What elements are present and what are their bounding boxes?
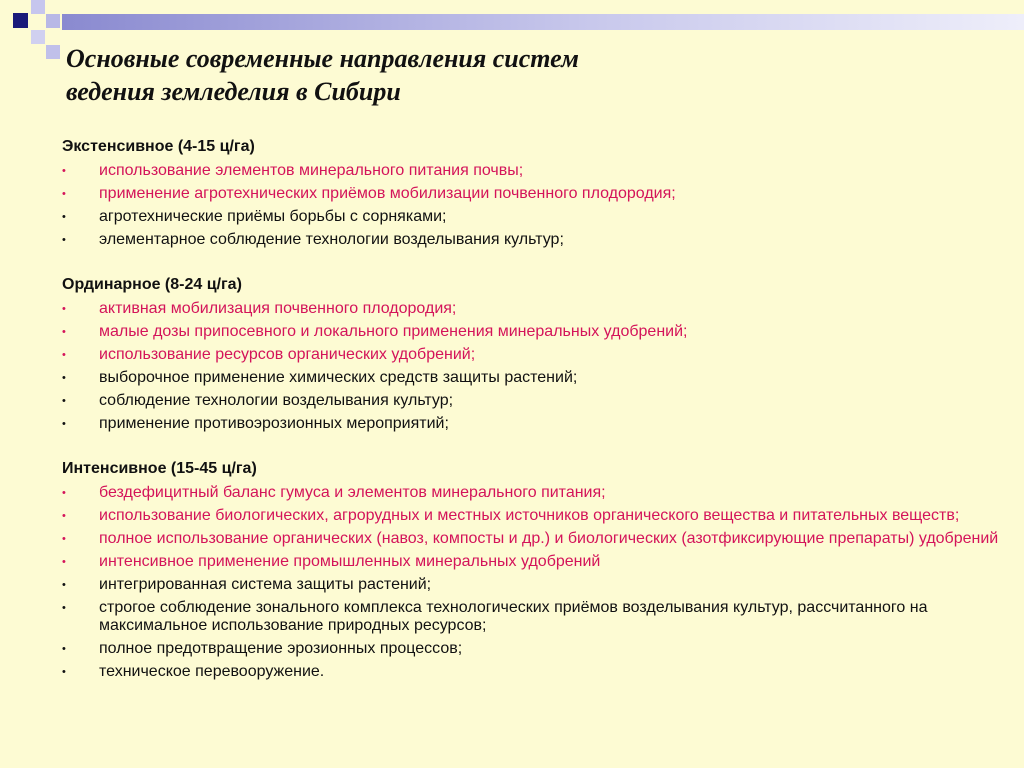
- corner-square-lavender-3: [31, 30, 45, 44]
- list-item-text: строгое соблюдение зонального комплекса технологических приёмов возделывания культур, рассчитанного на максимальное использование природных ресурсов;: [99, 599, 928, 634]
- list-item-text: интегрированная система защиты растений;: [99, 576, 432, 593]
- corner-square-navy: [13, 13, 28, 28]
- bullet-icon: •: [62, 510, 66, 522]
- section-gap: [62, 254, 1002, 276]
- list-item: [62, 346, 1002, 364]
- list-item-text: техническое перевооружение.: [99, 663, 325, 680]
- list-item: [62, 162, 1002, 180]
- bullet-icon: •: [62, 326, 66, 338]
- bullet-list: [62, 300, 1002, 433]
- list-item: [62, 663, 1002, 681]
- bullet-icon: •: [62, 579, 66, 591]
- list-item: [62, 208, 1002, 226]
- list-item: [62, 507, 1002, 525]
- list-item-text: бездефицитный баланс гумуса и элементов минерального питания;: [99, 484, 606, 501]
- list-item: [62, 185, 1002, 203]
- slide-title: [66, 42, 866, 108]
- list-item-text: выборочное применение химических средств защиты растений;: [99, 369, 578, 386]
- bullet-list: [62, 162, 1002, 249]
- list-item: [62, 599, 1002, 635]
- bullet-icon: •: [62, 487, 66, 499]
- list-item: [62, 640, 1002, 658]
- bullet-icon: •: [62, 533, 66, 545]
- list-item-text: применение противоэрозионных мероприятий;: [99, 415, 449, 432]
- bullet-icon: •: [62, 349, 66, 361]
- corner-square-lavender-2: [46, 14, 60, 28]
- corner-square-lavender-4: [46, 45, 60, 59]
- list-item: [62, 369, 1002, 387]
- list-item-text: использование ресурсов органических удобрений;: [99, 346, 476, 363]
- section-heading: Интенсивное (15-45 ц/га): [62, 460, 257, 477]
- list-item: [62, 576, 1002, 594]
- title-line-2: ведения земледелия в Сибири: [66, 77, 401, 106]
- bullet-icon: •: [62, 211, 66, 223]
- bullet-icon: •: [62, 556, 66, 568]
- list-item-text: агротехнические приёмы борьбы с сорняками;: [99, 208, 447, 225]
- list-item: [62, 530, 1002, 548]
- list-item: [62, 415, 1002, 433]
- top-gradient-bar: [62, 14, 1024, 30]
- list-item-text: активная мобилизация почвенного плодородия;: [99, 300, 457, 317]
- title-line-1: Основные современные направления систем: [66, 44, 579, 73]
- bullet-icon: •: [62, 666, 66, 678]
- bullet-icon: •: [62, 303, 66, 315]
- list-item-text: малые дозы припосевного и локального применения минеральных удобрений;: [99, 323, 688, 340]
- bullet-icon: •: [62, 234, 66, 246]
- bullet-icon: •: [62, 418, 66, 430]
- bullet-list: [62, 484, 1002, 681]
- bullet-icon: •: [62, 372, 66, 384]
- list-item: [62, 392, 1002, 410]
- bullet-icon: •: [62, 165, 66, 177]
- list-item-text: применение агротехнических приёмов мобилизации почвенного плодородия;: [99, 185, 676, 202]
- list-item: [62, 553, 1002, 571]
- slide-content: [62, 138, 1002, 686]
- bullet-icon: •: [62, 602, 66, 614]
- list-item: [62, 231, 1002, 249]
- list-item-text: использование биологических, агрорудных и местных источников органического вещества и питательных веществ;: [99, 507, 960, 524]
- bullet-icon: •: [62, 188, 66, 200]
- list-item-text: использование элементов минерального питания почвы;: [99, 162, 524, 179]
- corner-square-lavender-1: [31, 0, 45, 14]
- list-item-text: соблюдение технологии возделывания культур;: [99, 392, 454, 409]
- list-item: [62, 484, 1002, 502]
- list-item-text: полное предотвращение эрозионных процессов;: [99, 640, 463, 657]
- list-item: [62, 323, 1002, 341]
- bullet-icon: •: [62, 395, 66, 407]
- list-item-text: элементарное соблюдение технологии возделывания культур;: [99, 231, 564, 248]
- section-gap: [62, 438, 1002, 460]
- list-item-text: интенсивное применение промышленных минеральных удобрений: [99, 553, 601, 570]
- list-item: [62, 300, 1002, 318]
- bullet-icon: •: [62, 643, 66, 655]
- section-heading: Экстенсивное (4-15 ц/га): [62, 138, 255, 155]
- list-item-text: полное использование органических (навоз, компосты и др.) и биологических (азотфиксирующие препараты) удобрений: [99, 530, 999, 547]
- section-heading: Ординарное (8-24 ц/га): [62, 276, 242, 293]
